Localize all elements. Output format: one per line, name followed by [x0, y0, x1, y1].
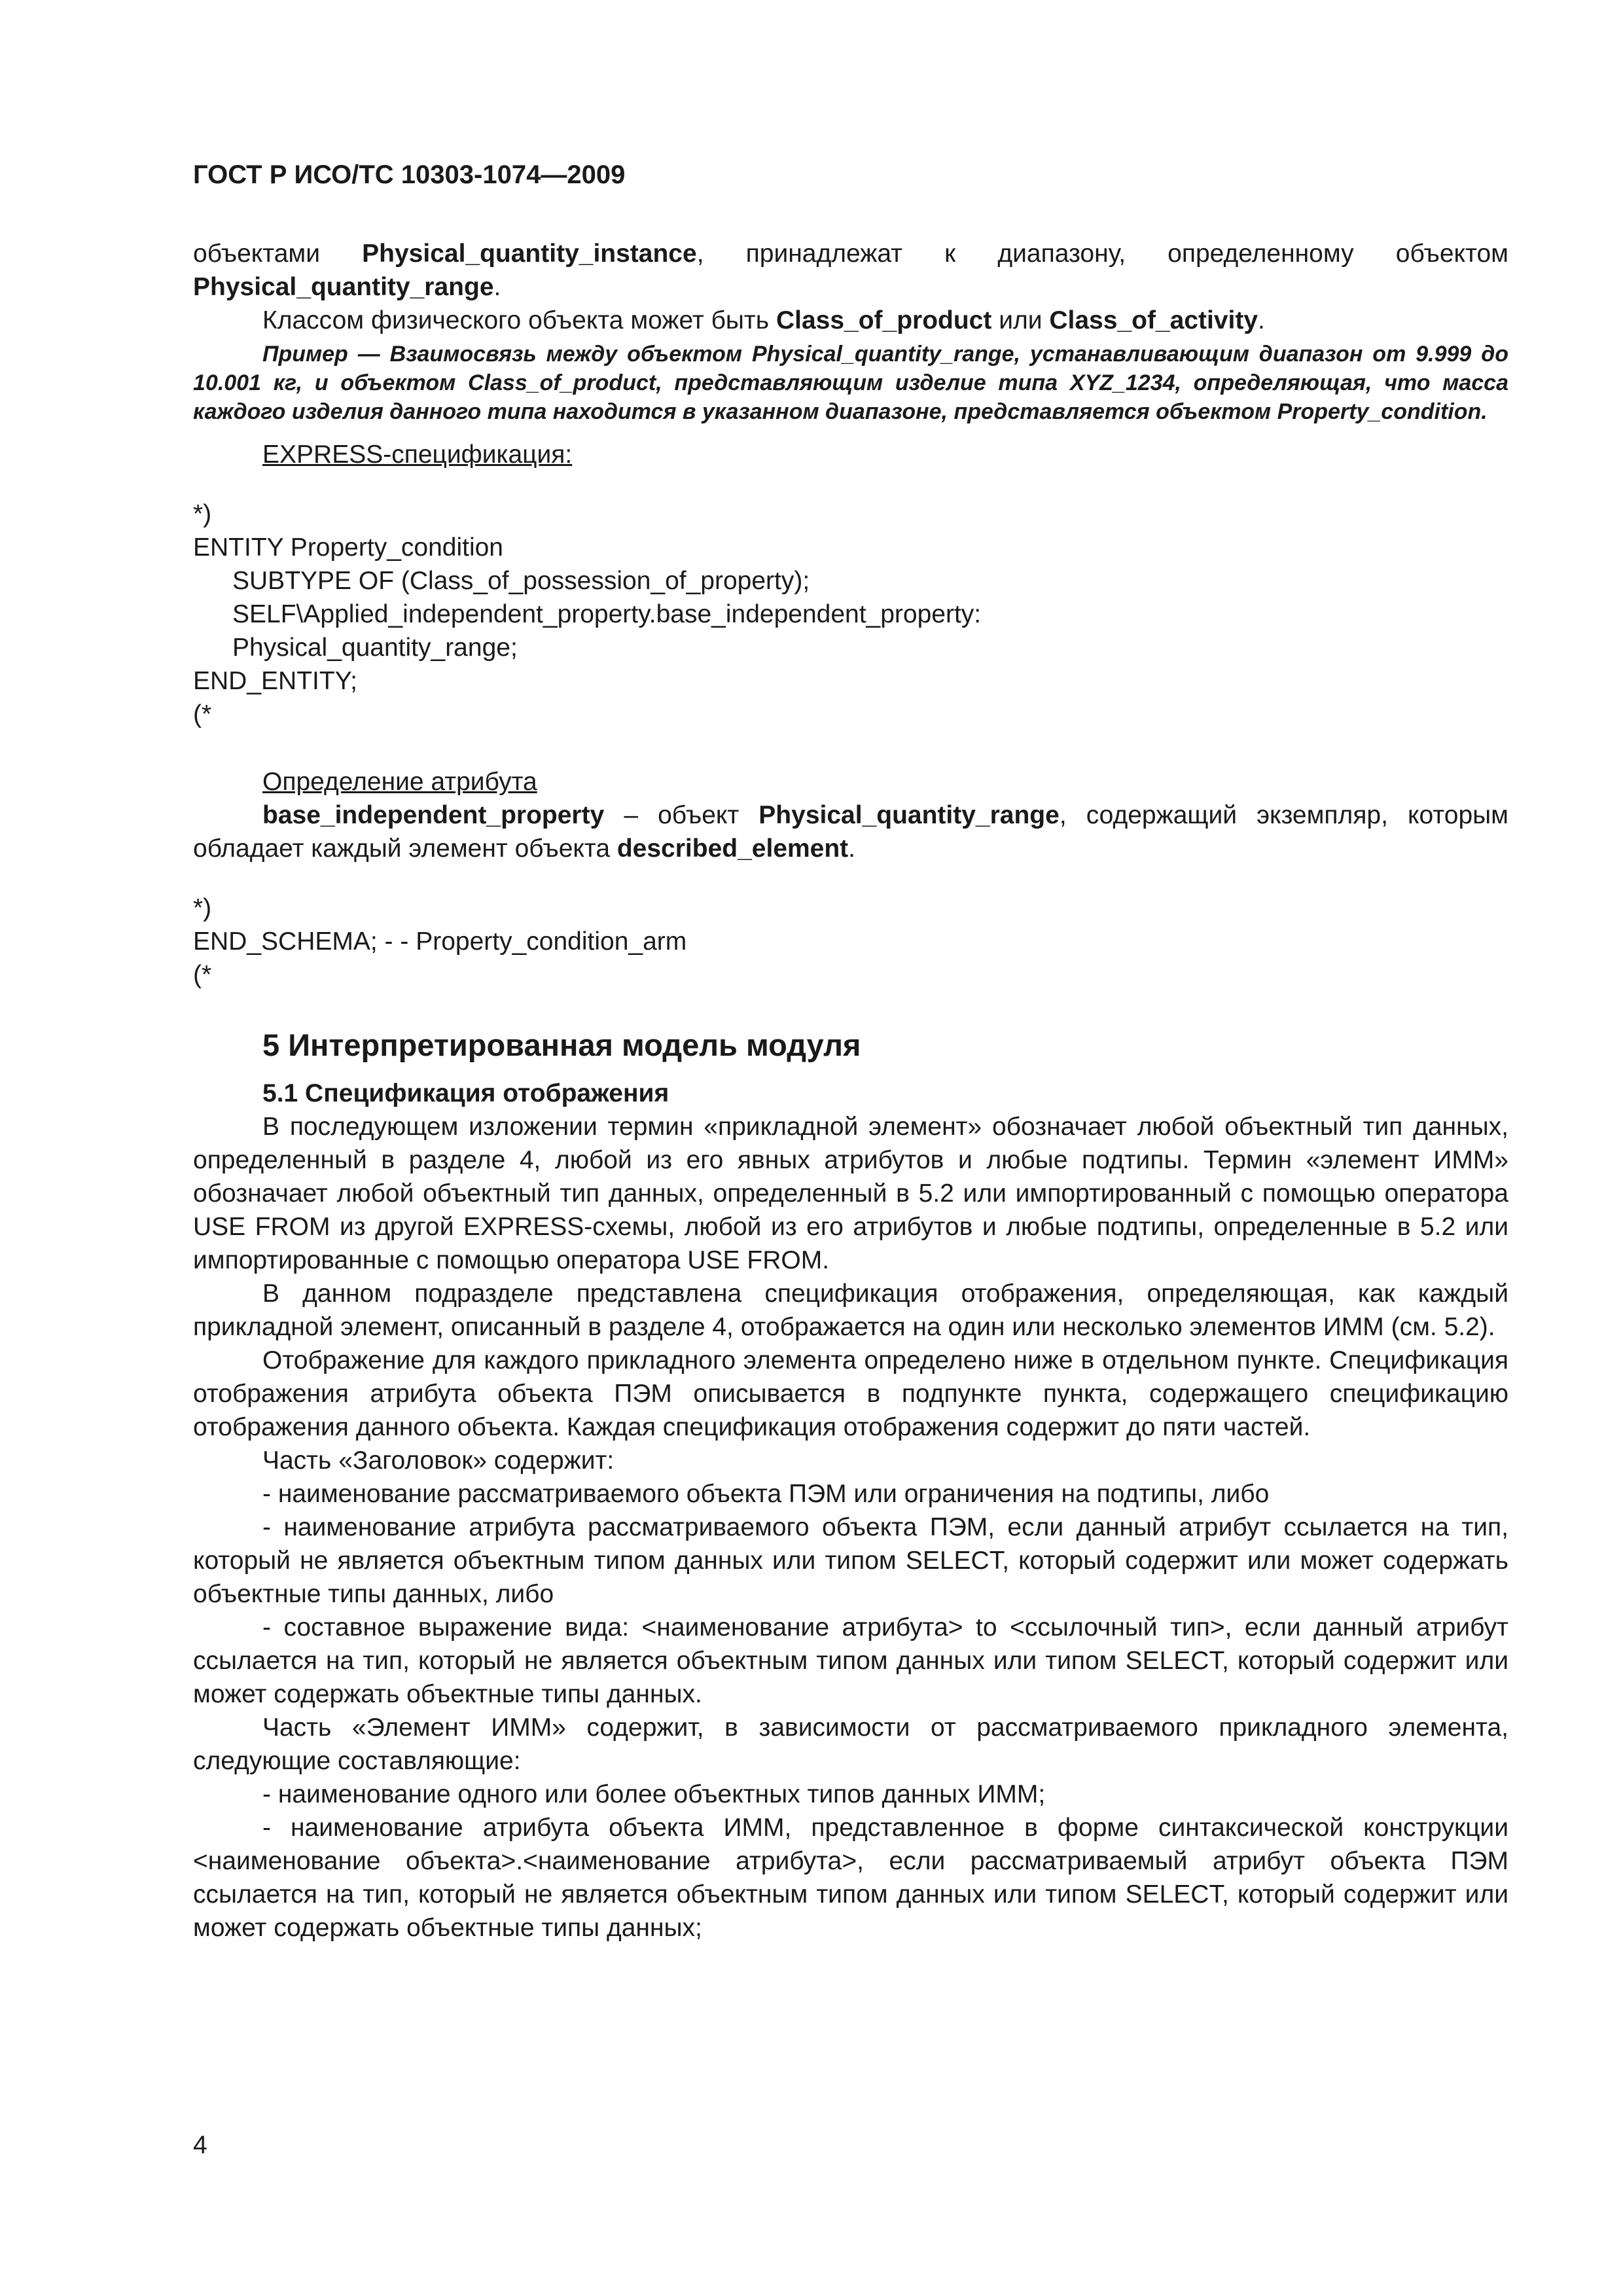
- body-paragraph: В данном подразделе представлена спецификация отображения, определяющая, как каждый прикладной элемент, описанный в разделе 4, отображается на один или несколько элементов ИММ (см. 5.2).: [193, 1280, 1508, 1341]
- entity-ref: Physical_quantity_range: [758, 801, 1060, 829]
- attribute-definition: [193, 798, 1508, 865]
- code-line: END_SCHEMA; - - Property_condition_arm: [193, 927, 687, 956]
- standard-header: ГОСТ Р ИСО/ТС 10303-1074—2009: [193, 160, 626, 189]
- code-line: (*: [193, 961, 212, 989]
- express-heading: [193, 438, 1508, 471]
- attribute-name: base_independent_property: [262, 801, 605, 829]
- intro-text: объектами: [193, 240, 363, 268]
- section-5-title: 5 Интерпретированная модель модуля: [262, 1028, 861, 1062]
- entity-ref: Physical_quantity_instance: [362, 240, 697, 268]
- end-schema-block: [193, 891, 1508, 992]
- document-page: [193, 0, 1508, 2296]
- body-paragraph: Часть «Элемент ИММ» содержит, в зависимости от рассматриваемого прикладного элемента, следующие составляющие:: [193, 1713, 1508, 1775]
- express-heading-label: EXPRESS-спецификация:: [262, 440, 573, 469]
- express-code-block: [193, 497, 1508, 731]
- entity-ref: Class_of_product: [776, 306, 992, 334]
- example-note: Пример — Взаимосвязь между объектом Physical_quantity_range, устанавливающим диапазон от 9.999 до 10.001 кг, и объектом Class_of_product, представляющим изделие типа XYZ_1234, определяющая, что масса каждого изделия данного типа находится в указанном диапазоне, представляется объектом Property_condition.: [193, 342, 1508, 424]
- definition-text: , содержащий экземпляр, которым обладает каждый элемент объекта: [193, 801, 1508, 863]
- code-line: SUBTYPE OF (Class_of_possession_of_property);: [232, 567, 810, 595]
- page-number: 4: [193, 2131, 207, 2159]
- subsection-5-1-title: 5.1 Спецификация отображения: [262, 1079, 669, 1107]
- body-paragraph: Часть «Заголовок» содержит:: [262, 1446, 615, 1475]
- intro-text: или: [991, 306, 1050, 334]
- definition-text: .: [848, 834, 856, 863]
- list-item: - наименование рассматриваемого объекта ПЭМ или ограничения на подтипы, либо: [262, 1480, 1270, 1508]
- code-line: END_ENTITY;: [193, 667, 358, 695]
- intro-text: .: [1258, 306, 1265, 334]
- body-paragraph: Отображение для каждого прикладного элемента определено ниже в отдельном пункте. Спецификация отображения атрибута объекта ПЭМ описывается в подпункте пункта, содержащего спецификацию отображения данного объекта. Каждая спецификация отображения содержит до пяти частей.: [193, 1346, 1508, 1441]
- code-line: *): [193, 500, 212, 528]
- list-item: - составное выражение вида: <наименование атрибута> to <ссылочный тип>, если данный атрибут ссылается на тип, который не является объектным типом данных или типом SELECT, который содержит или может содержать объектные типы данных.: [193, 1613, 1508, 1708]
- attribute-heading-label: Определение атрибута: [262, 768, 537, 796]
- intro-paragraph-2: [193, 304, 1508, 337]
- intro-text: Классом физического объекта может быть: [262, 306, 776, 334]
- intro-text: .: [493, 273, 501, 301]
- code-line: Physical_quantity_range;: [232, 634, 518, 662]
- code-line: (*: [193, 700, 212, 728]
- list-item: - наименование атрибута рассматриваемого объекта ПЭМ, если данный атрибут ссылается на тип, который не является объектным типом данных или типом SELECT, который содержит или может содержать объектные типы данных, либо: [193, 1513, 1508, 1608]
- intro-paragraph-1: [193, 237, 1508, 304]
- code-line: SELF\Applied_independent_property.base_independent_property:: [232, 600, 982, 628]
- section-5-body: [193, 1110, 1508, 1945]
- definition-text: – объект: [604, 801, 759, 829]
- body-paragraph: В последующем изложении термин «прикладной элемент» обозначает любой объектный тип данных, определенный в разделе 4, любой из его явных атрибутов и любые подтипы. Термин «элемент ИММ» обозначает любой объектный тип данных, определенный в 5.2 или импортированный с помощью оператора USE FROM из другой EXPRESS-схемы, любой из его атрибутов и любые подтипы, определенные в 5.2 или импортированные с помощью оператора USE FROM.: [193, 1113, 1508, 1274]
- list-item: - наименование одного или более объектных типов данных ИММ;: [262, 1780, 1046, 1808]
- page-content: [193, 237, 1508, 1945]
- code-line: *): [193, 894, 212, 922]
- entity-ref: described_element: [616, 834, 849, 863]
- entity-ref: Class_of_activity: [1049, 306, 1258, 334]
- list-item: - наименование атрибута объекта ИММ, представленное в форме синтаксической конструкции <наименование объекта>.<наименование атрибута>, если рассматриваемый атрибут объекта ПЭМ ссылается на тип, который не является объектным типом данных или типом SELECT, который содержит или может содержать объектные типы данных;: [193, 1814, 1508, 1942]
- attribute-heading: [193, 765, 1508, 798]
- code-line: ENTITY Property_condition: [193, 533, 503, 562]
- entity-ref: Physical_quantity_range: [193, 273, 494, 301]
- intro-text: , принадлежат к диапазону, определенному объектом: [696, 240, 1508, 268]
